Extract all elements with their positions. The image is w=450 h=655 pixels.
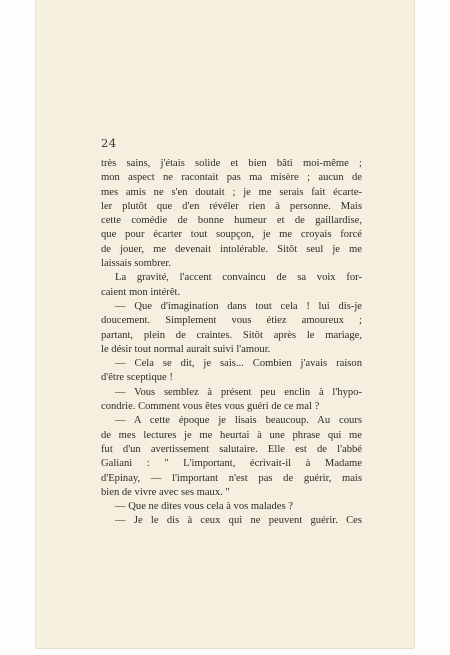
text-line: — A cette époque je lisais beaucoup. Au cours (115, 415, 362, 427)
text-line: La gravité, l'accent convaincu de sa voix for- (115, 272, 362, 284)
text-line: fut d'un avertissement salutaire. Elle est de l'abbé (101, 443, 362, 455)
text-line: mes amis ne s'en doutait ; je me serais fait écarte- (101, 186, 362, 198)
body-text (101, 157, 362, 529)
text-line: très sains, j'étais solide et bien bâti moi-même ; (101, 158, 362, 169)
page-number: 24 (101, 136, 117, 150)
text-line: caient mon intérêt. (101, 286, 181, 298)
text-line: de jouer, me devenait intolérable. Sitôt seul je me (101, 243, 362, 255)
text-line: cette comédie de bonne humeur et de gaillardise, (101, 215, 362, 227)
text-line: de mes lectures je me heurtai à une phrase qui me (101, 429, 362, 441)
text-line: — Que d'imagination dans tout cela ! lui dis-je (115, 300, 362, 312)
text-line: bien de vivre avec ses maux. " (101, 486, 230, 498)
text-line: partant, plein de craintes. Sitôt après le mariage, (101, 329, 362, 341)
text-line: — Vous semblez à présent peu enclin à l'hypo- (115, 386, 362, 398)
text-line: que pour écarter tout soupçon, je me croyais forcé (101, 229, 362, 241)
text-line: laissais sombrer. (101, 258, 172, 270)
text-line: — Que ne dites vous cela à vos malades ? (115, 501, 293, 513)
text-line: mon aspect ne racontait pas ma misère ; aucun de (101, 172, 362, 184)
text-line: Galiani : " L'important, écrivait-il à Madame (101, 458, 362, 470)
text-line: — Je le dis à ceux qui ne peuvent guérir. Ces (115, 515, 362, 527)
text-line: doucement. Simplement vous étiez amoureux ; (101, 315, 362, 327)
text-line: d'Epinay, — l'important n'est pas de guérir, mais (101, 472, 362, 484)
text-line: condrie. Comment vous êtes vous guéri de ce mal ? (101, 401, 320, 413)
text-line: d'être sceptique ! (101, 372, 173, 384)
text-line: ler plutôt que d'en révéler rien à personne. Mais (101, 200, 362, 212)
text-line: — Cela se dit, je sais... Combien j'avais raison (115, 358, 362, 370)
text-line: le désir tout normal aurait suivi l'amour. (101, 343, 271, 355)
